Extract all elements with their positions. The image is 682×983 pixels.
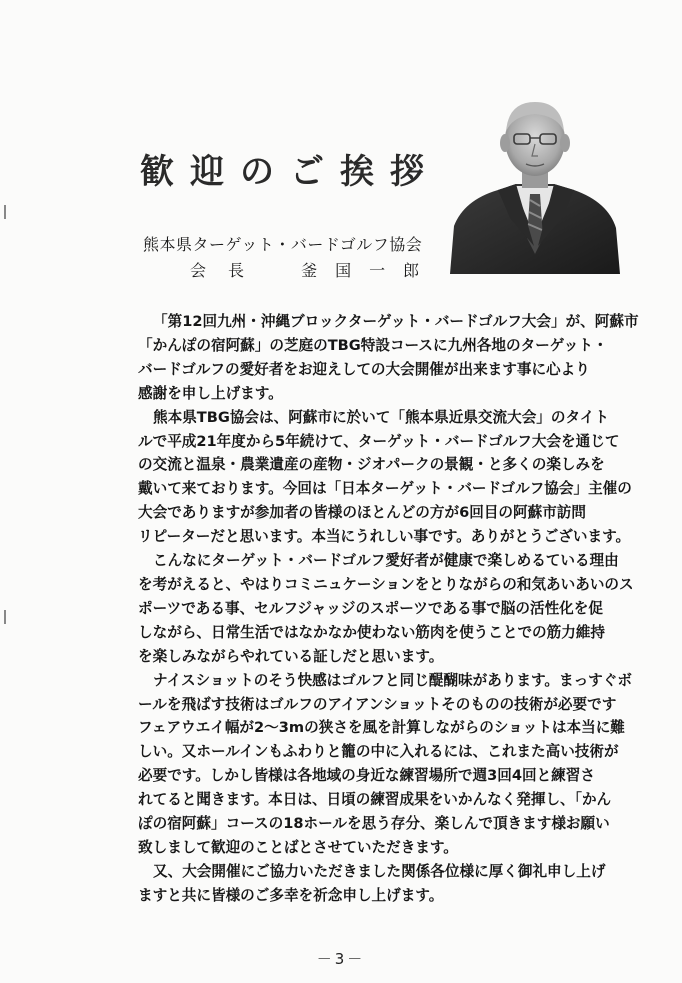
text-line: こんなにターゲット・バードゴルフ愛好者が健康で楽しめるている理由: [153, 552, 619, 570]
author-role: 会長: [190, 261, 267, 280]
text-line: 大会でありますが参加者の皆様のほとんどの方が6回目の阿蘇市訪問: [138, 504, 586, 522]
text-line: しい。又ホールインもふわりと籠の中に入れるには、これまた高い技術が: [138, 743, 619, 761]
text-line: リピーターだと思います。本当にうれしい事です。ありがとうございます。: [138, 528, 631, 546]
text-line: 「第12回九州・沖縄ブロックターゲット・バードゴルフ大会」が、阿蘇市: [153, 313, 639, 330]
author-line: [190, 258, 437, 281]
author-portrait: [450, 88, 620, 274]
text-line: の交流と温泉・農業遺産の産物・ジオパークの景観・と多くの楽しみを: [138, 456, 605, 474]
text-line: しながら、日常生活ではなかなか使わない筋肉を使うことでの筋力維持: [138, 623, 606, 641]
organization-name: 熊本県ターゲット・バードゴルフ協会: [143, 235, 423, 254]
paragraph: [138, 669, 632, 860]
paragraph: [138, 406, 632, 549]
text-line: 必要です。しかし皆様は各地域の身近な練習場所で週3回4回と練習さ: [138, 767, 595, 785]
binding-mark: [4, 610, 6, 624]
text-line: 又、大会開催にご協力いただきました関係各位様に厚く御礼申し上げ: [153, 862, 606, 880]
binding-mark: [4, 205, 6, 219]
text-line: ますと共に皆様のご多幸を祈念申し上げます。: [138, 886, 444, 904]
text-line: 熊本県TBG協会は、阿蘇市に於いて「熊本県近県交流大会」のタイト: [153, 408, 609, 426]
paragraph: [138, 310, 639, 406]
text-line: フェアウエイ幅が2～3mの狭さを風を計算しながらのショットは本当に難: [138, 719, 625, 737]
text-line: を考がえると、やはりコミニュケーションをとりながらの和気あいあいのス: [138, 575, 634, 593]
text-line: れてると聞きます。本日は、日頃の練習成果をいかんなく発揮し、「かん: [138, 791, 612, 809]
text-line: ルで平成21年度から5年続けて、ターゲット・バードゴルフ大会を通じて: [138, 432, 620, 450]
text-line: 致しまして歓迎のことばとさせていただきます。: [138, 838, 458, 856]
text-line: 感謝を申し上げます。: [138, 384, 283, 402]
paragraph: [138, 860, 608, 908]
text-line: バードゴルフの愛好者をお迎えしての大会開催が出来ます事に心より: [138, 360, 590, 378]
text-line: ールを飛ばす技術はゴルフのアイアンショットそのものの技術が必要です: [138, 695, 617, 713]
text-line: 戴いて来ております。今回は「日本ターゲット・バードゴルフ協会」主催の: [138, 480, 632, 498]
paragraph: [138, 549, 634, 669]
author-name: 釜国一郎: [301, 261, 438, 280]
text-line: を楽しみながらやれている証しだと思います。: [138, 647, 444, 665]
page-number: －3－: [316, 950, 366, 968]
portrait-image: [450, 88, 620, 274]
text-line: ぽの宿阿蘇」コースの18ホールを思う存分、楽しんで頂きます様お願い: [138, 815, 610, 833]
page-title: 歓迎のご挨拶: [140, 152, 440, 192]
text-line: ポーツである事、セルフジャッジのスポーツである事で脳の活性化を促: [138, 599, 603, 617]
text-line: ナイスショットのそう快感はゴルフと同じ醍醐味があります。まっすぐボ: [153, 671, 632, 689]
greeting-body: [138, 310, 639, 908]
text-line: 「かんぽの宿阿蘇」の芝庭のTBG特設コースに九州各地のターゲット・: [138, 336, 608, 354]
